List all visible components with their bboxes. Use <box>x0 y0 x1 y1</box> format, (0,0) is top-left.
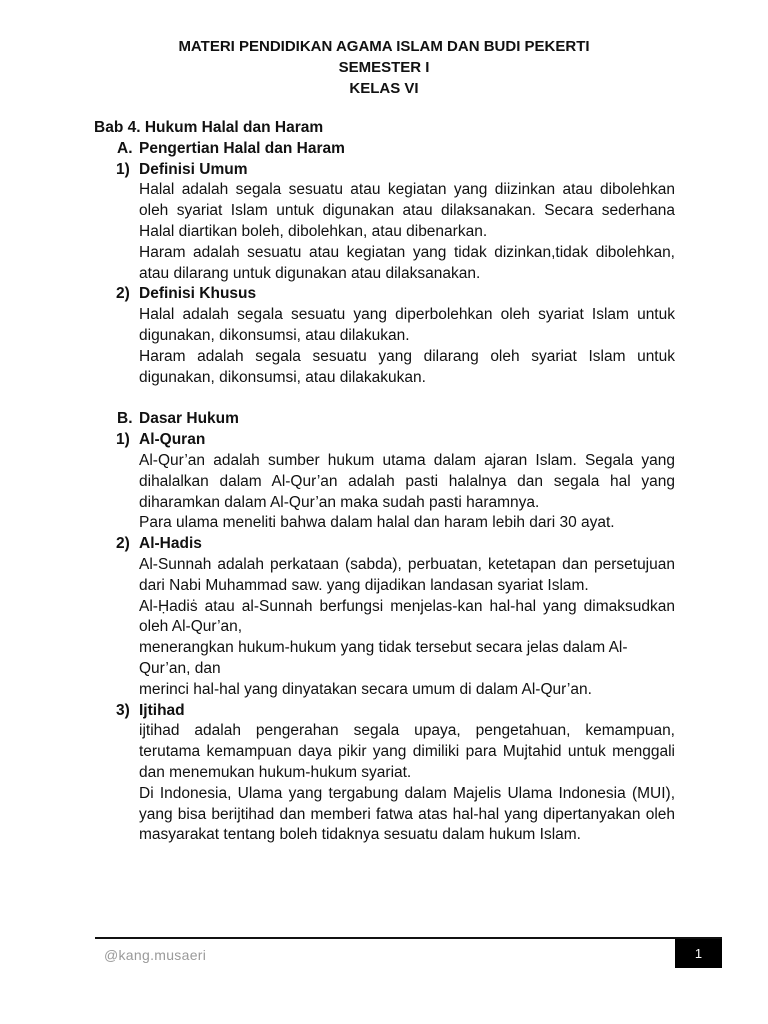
item-title: Definisi Khusus <box>139 285 257 303</box>
item-heading <box>94 701 675 722</box>
paragraph: ijtihad adalah pengerahan segala upaya, pengetahuan, kemampuan, terutama kemampuan daya pikir yang dimiliki para Mujtahid untuk menggali dan menemukan hukum-hukum syariat. <box>139 722 675 781</box>
section-b-marker: B. <box>117 410 133 428</box>
section-b-title: Dasar Hukum <box>139 410 239 428</box>
paragraph: Al-Sunnah adalah perkataan (sabda), perbuatan, ketetapan dan persetujuan dari Nabi Muhammad saw. yang dijadikan landasan syariat Islam. <box>139 555 675 594</box>
item-title: Al-Quran <box>139 431 206 449</box>
chapter-title: Bab 4. Hukum Halal dan Haram <box>94 119 324 136</box>
item-heading <box>94 534 675 555</box>
section-b-heading <box>94 409 675 430</box>
paragraph: Haram adalah segala sesuatu yang dilarang oleh syariat Islam untuk digunakan, dikonsumsi, atau dilakakukan. <box>139 347 675 386</box>
item-marker: 2) <box>116 285 130 303</box>
footer-author-handle: @kang.musaeri <box>104 947 207 963</box>
section-a-title: Pengertian Halal dan Haram <box>139 139 345 157</box>
paragraph: merinci hal-hal yang dinyatakan secara umum di dalam Al-Qur’an. <box>139 680 592 698</box>
paragraph: Halal adalah segala sesuatu yang diperbolehkan oleh syariat Islam untuk digunakan, dikonsumsi, atau dilakukan. <box>139 306 675 344</box>
document-header <box>0 36 768 99</box>
header-title: MATERI PENDIDIKAN AGAMA ISLAM DAN BUDI PEKERTI <box>178 38 590 55</box>
header-class: KELAS VI <box>349 80 419 97</box>
page-number-badge: 1 <box>675 939 722 968</box>
paragraph: Haram adalah sesuatu atau kegiatan yang tidak dizinkan,tidak dibolehkan, atau dilarang untuk digunakan atau dilaksanakan. <box>139 243 675 282</box>
item-heading <box>94 284 675 305</box>
item-marker: 1) <box>116 431 130 449</box>
item-title: Definisi Umum <box>139 160 248 178</box>
footer-divider <box>95 937 722 939</box>
section-a-heading <box>94 139 675 160</box>
item-title: Ijtihad <box>139 701 185 719</box>
paragraph: Di Indonesia, Ulama yang tergabung dalam Majelis Ulama Indonesia (MUI), yang bisa berijtihad dan memberi fatwa atas hal-hal yang dipertanyakan oleh masyarakat tentang boleh tidaknya sesuatu dalam hukum Islam. <box>139 784 675 844</box>
paragraph: menerangkan hukum-hukum yang tidak tersebut secara jelas dalam Al-Qur’an, dan <box>139 639 628 677</box>
header-semester: SEMESTER I <box>338 59 430 76</box>
paragraph: Al-Ḥadiṡ atau al-Sunnah berfungsi menjelas-kan hal-hal yang dimaksudkan oleh Al-Qur’an, <box>139 597 675 636</box>
paragraph: Para ulama meneliti bahwa dalam halal dan haram lebih dari 30 ayat. <box>139 514 615 532</box>
paragraph: Halal adalah segala sesuatu atau kegiatan yang diizinkan atau dibolehkan oleh syariat Islam untuk digunakan atau dilaksanakan. Secara sederhana Halal diartikan boleh, dibolehkan, atau dibenarkan. <box>139 181 675 240</box>
paragraph: Al-Qur’an adalah sumber hukum utama dalam ajaran Islam. Segala yang dihalalkan dalam Al-Qur’an adalah pasti halalnya dan segala hal yang diharamkan dalam Al-Qur’an maka sudah pasti haramnya. <box>139 451 675 511</box>
item-marker: 1) <box>116 160 130 178</box>
document-body <box>94 118 675 846</box>
item-title: Al-Hadis <box>139 535 202 553</box>
item-marker: 3) <box>116 701 130 719</box>
item-marker: 2) <box>116 535 130 553</box>
section-spacer <box>94 388 675 409</box>
section-a-marker: A. <box>117 139 133 157</box>
item-heading <box>94 430 675 451</box>
item-heading <box>94 160 675 181</box>
